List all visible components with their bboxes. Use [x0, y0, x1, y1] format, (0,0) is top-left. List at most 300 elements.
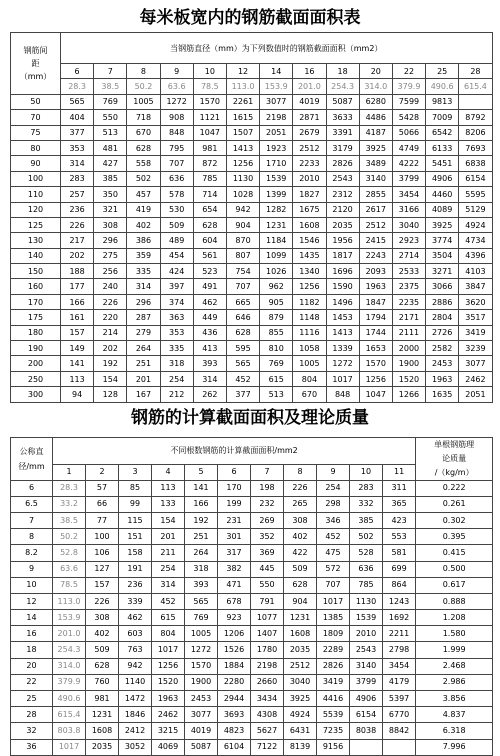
area-cell: 1148 — [293, 310, 326, 325]
area-cell: 452 — [226, 371, 259, 386]
area-cell: 149 — [61, 341, 94, 356]
bar-count-header-cell: 10 — [350, 464, 383, 480]
diameter-cell: 10 — [11, 577, 53, 593]
area-cell: 2462 — [459, 371, 492, 386]
table-row — [11, 233, 493, 248]
area-cell: 2533 — [392, 264, 425, 279]
area-cell: 4460 — [426, 187, 459, 202]
area-cell: 153.9 — [53, 610, 86, 626]
area-cell: 308 — [86, 610, 119, 626]
diameter-header-cell: 6 — [61, 64, 94, 79]
area-cell: 3140 — [350, 658, 383, 674]
area-cell: 298 — [317, 496, 350, 512]
area-cell: 191 — [119, 561, 152, 577]
area-cell: 188 — [61, 264, 94, 279]
area-cell: 1539 — [350, 610, 383, 626]
spacing-cell: 200 — [11, 356, 61, 371]
area-cell: 2111 — [392, 325, 425, 340]
area-cell: 1817 — [326, 248, 359, 263]
area-cell: 670 — [127, 125, 160, 140]
area-cell: 3215 — [152, 723, 185, 739]
area-cell: 603 — [119, 626, 152, 642]
area-cell: 269 — [251, 512, 284, 528]
spacing-cell: 125 — [11, 217, 61, 232]
area-cell: 513 — [260, 387, 293, 402]
area-cell: 3419 — [459, 325, 492, 340]
area-cell: 4924 — [284, 707, 317, 723]
area-cell: 317 — [218, 545, 251, 561]
area-cell: 2714 — [392, 248, 425, 263]
area-cell: 2453 — [426, 356, 459, 371]
area-cell: 4179 — [383, 674, 416, 690]
area-cell: 807 — [226, 248, 259, 263]
area-cell: 1963 — [359, 279, 392, 294]
area-cell: 8792 — [459, 110, 492, 125]
area-cell: 113 — [152, 480, 185, 496]
area-cell: 226 — [284, 480, 317, 496]
area-cell: 615 — [260, 371, 293, 386]
mass-header-line: 单根钢筋理 — [434, 439, 475, 449]
spacing-cell: 90 — [11, 156, 61, 171]
area-cell: 127 — [86, 561, 119, 577]
area-cell: 393 — [193, 356, 226, 371]
table-row — [11, 691, 493, 707]
unit-area-cell: 113.0 — [226, 79, 259, 94]
area-cell: 385 — [350, 512, 383, 528]
area-cell: 615 — [152, 610, 185, 626]
area-cell: 166 — [185, 496, 218, 512]
area-cell: 85 — [119, 480, 152, 496]
area-cell: 1058 — [293, 341, 326, 356]
table2-header-caption: 不同根数钢筋的计算截面面积/mm2 — [53, 437, 416, 464]
bar-count-header-cell: 6 — [218, 464, 251, 480]
bar-count-header-cell: 7 — [251, 464, 284, 480]
area-cell: 318 — [185, 561, 218, 577]
spacing-cell: 75 — [11, 125, 61, 140]
area-cell: 402 — [86, 626, 119, 642]
area-cell: 236 — [119, 577, 152, 593]
area-cell — [350, 739, 383, 755]
area-cell: 509 — [284, 561, 317, 577]
table-row — [11, 248, 493, 263]
area-cell: 3454 — [383, 658, 416, 674]
diameter-header-cell: 7 — [94, 64, 127, 79]
area-cell: 1956 — [326, 233, 359, 248]
area-cell: 1206 — [218, 626, 251, 642]
area-cell: 714 — [193, 187, 226, 202]
area-cell: 202 — [94, 341, 127, 356]
mass-cell: 4.837 — [416, 707, 493, 723]
diameter-cell: 18 — [11, 642, 53, 658]
area-cell: 4416 — [317, 691, 350, 707]
table-row — [11, 356, 493, 371]
area-cell: 413 — [193, 341, 226, 356]
table-row — [11, 642, 493, 658]
area-cell: 240 — [94, 279, 127, 294]
diameter-cell: 7 — [11, 512, 53, 528]
area-cell: 296 — [94, 233, 127, 248]
area-cell: 192 — [185, 512, 218, 528]
area-cell: 231 — [218, 512, 251, 528]
table-row — [11, 156, 493, 171]
area-cell: 4187 — [359, 125, 392, 140]
area-cell: 2512 — [284, 658, 317, 674]
area-cell: 1026 — [260, 264, 293, 279]
mass-cell: 2.468 — [416, 658, 493, 674]
area-cell: 251 — [185, 529, 218, 545]
spacing-cell: 190 — [11, 341, 61, 356]
mass-header-line: 论质量 — [442, 453, 467, 463]
area-cell: 2171 — [392, 310, 425, 325]
area-cell: 628 — [226, 325, 259, 340]
area-cell: 2261 — [226, 94, 259, 109]
table-row — [11, 140, 493, 155]
bar-count-header-cell: 8 — [284, 464, 317, 480]
area-cell: 7009 — [426, 110, 459, 125]
area-cell: 385 — [94, 171, 127, 186]
area-cell: 6542 — [426, 125, 459, 140]
area-cell: 50.2 — [53, 529, 86, 545]
area-cell: 161 — [61, 310, 94, 325]
area-cell: 1272 — [326, 356, 359, 371]
unit-area-cell: 38.5 — [94, 79, 127, 94]
rebar-area-per-meter-table — [10, 32, 493, 403]
area-cell: 9156 — [317, 739, 350, 755]
mass-cell: 1.208 — [416, 610, 493, 626]
area-cell: 4103 — [459, 264, 492, 279]
area-cell: 1231 — [260, 217, 293, 232]
area-cell: 3179 — [326, 140, 359, 155]
mass-header-line: /（kg/m） — [434, 467, 474, 477]
table-row — [11, 341, 493, 356]
area-cell: 3077 — [185, 707, 218, 723]
table-row — [11, 202, 493, 217]
area-cell: 1399 — [260, 187, 293, 202]
spacing-cell: 120 — [11, 202, 61, 217]
area-cell: 3799 — [392, 171, 425, 186]
table-row — [11, 658, 493, 674]
area-cell: 1608 — [86, 723, 119, 739]
area-cell: 2886 — [426, 294, 459, 309]
area-cell: 981 — [86, 691, 119, 707]
area-cell: 1116 — [293, 325, 326, 340]
area-cell: 166 — [61, 294, 94, 309]
area-cell: 4486 — [359, 110, 392, 125]
area-cell: 5397 — [383, 691, 416, 707]
area-cell: 561 — [193, 248, 226, 263]
area-cell: 502 — [127, 171, 160, 186]
area-cell: 6431 — [284, 723, 317, 739]
area-cell: 2198 — [251, 658, 284, 674]
corner-label-line: （mm） — [19, 71, 52, 81]
table-row — [11, 310, 493, 325]
mass-cell: 1.580 — [416, 626, 493, 642]
area-cell: 265 — [284, 496, 317, 512]
area-cell: 872 — [193, 156, 226, 171]
area-cell: 2679 — [293, 125, 326, 140]
area-cell: 1130 — [350, 593, 383, 609]
area-cell: 201.0 — [53, 626, 86, 642]
area-cell: 63.6 — [53, 561, 86, 577]
area-cell: 4069 — [152, 739, 185, 755]
area-cell: 628 — [86, 658, 119, 674]
diameter-header-cell: 14 — [260, 64, 293, 79]
table-row — [11, 125, 493, 140]
area-cell: 654 — [193, 202, 226, 217]
area-cell: 254.3 — [53, 642, 86, 658]
area-cell: 4019 — [185, 723, 218, 739]
area-cell: 804 — [293, 371, 326, 386]
area-cell: 251 — [127, 356, 160, 371]
area-cell: 2871 — [293, 110, 326, 125]
table2-corner-label — [11, 437, 53, 480]
area-cell: 572 — [317, 561, 350, 577]
area-cell: 369 — [251, 545, 284, 561]
area-cell: 595 — [226, 341, 259, 356]
area-cell: 7235 — [317, 723, 350, 739]
area-cell: 1017 — [53, 739, 86, 755]
area-cell: 314 — [61, 156, 94, 171]
area-cell: 1047 — [193, 125, 226, 140]
area-cell: 9813 — [426, 94, 459, 109]
diameter-header-cell: 22 — [392, 64, 425, 79]
diameter-cell: 6 — [11, 480, 53, 496]
area-cell: 3391 — [326, 125, 359, 140]
diameter-header-cell: 9 — [160, 64, 193, 79]
area-cell: 158 — [119, 545, 152, 561]
area-cell: 157 — [61, 325, 94, 340]
area-cell: 4222 — [392, 156, 425, 171]
area-cell: 2035 — [326, 217, 359, 232]
area-cell: 1005 — [185, 626, 218, 642]
area-cell: 1435 — [293, 248, 326, 263]
area-cell: 1184 — [260, 233, 293, 248]
corner-label-line: 径/mm — [18, 461, 45, 471]
area-cell: 4308 — [251, 707, 284, 723]
diameter-cell: 20 — [11, 658, 53, 674]
area-cell: 452 — [317, 529, 350, 545]
area-cell: 2462 — [152, 707, 185, 723]
area-cell: 3489 — [359, 156, 392, 171]
diameter-header-cell: 20 — [359, 64, 392, 79]
area-cell: 1847 — [359, 294, 392, 309]
unit-area-cell: 50.2 — [127, 79, 160, 94]
area-cell: 275 — [94, 248, 127, 263]
table-row — [11, 110, 493, 125]
area-cell: 785 — [193, 171, 226, 186]
table-row — [11, 387, 493, 402]
area-cell: 558 — [127, 156, 160, 171]
area-cell: 254 — [152, 561, 185, 577]
area-cell: 3040 — [392, 217, 425, 232]
area-cell: 848 — [326, 387, 359, 402]
area-cell: 942 — [119, 658, 152, 674]
area-cell: 2415 — [359, 233, 392, 248]
area-cell: 636 — [160, 171, 193, 186]
area-cell: 2826 — [326, 156, 359, 171]
area-cell: 604 — [193, 233, 226, 248]
area-cell: 457 — [127, 187, 160, 202]
area-cell: 795 — [160, 140, 193, 155]
area-cell: 2855 — [359, 187, 392, 202]
area-cell: 1546 — [293, 233, 326, 248]
area-cell: 1130 — [226, 171, 259, 186]
area-cell: 350 — [94, 187, 127, 202]
area-cell: 665 — [226, 294, 259, 309]
area-cell: 198 — [251, 480, 284, 496]
area-cell: 879 — [260, 310, 293, 325]
area-cell: 628 — [127, 140, 160, 155]
diameter-cell: 9 — [11, 561, 53, 577]
area-cell: 283 — [350, 480, 383, 496]
area-cell: 1526 — [218, 642, 251, 658]
mass-cell: 0.302 — [416, 512, 493, 528]
area-cell: 314.0 — [53, 658, 86, 674]
unit-area-cell: 314.0 — [359, 79, 392, 94]
area-cell: 287 — [127, 310, 160, 325]
diameter-cell: 6.5 — [11, 496, 53, 512]
area-cell: 1182 — [293, 294, 326, 309]
diameter-header-cell: 16 — [293, 64, 326, 79]
area-cell: 615.4 — [53, 707, 86, 723]
area-cell: 436 — [193, 325, 226, 340]
mass-cell: 0.261 — [416, 496, 493, 512]
area-cell: 578 — [160, 187, 193, 202]
area-cell: 769 — [94, 94, 127, 109]
mass-cell: 0.415 — [416, 545, 493, 561]
area-cell: 769 — [185, 610, 218, 626]
area-cell: 2375 — [392, 279, 425, 294]
area-cell: 3271 — [426, 264, 459, 279]
area-cell: 3052 — [119, 739, 152, 755]
area-cell: 699 — [383, 561, 416, 577]
table2-header-row — [11, 437, 493, 464]
diameter-header-cell: 10 — [193, 64, 226, 79]
table-row — [11, 723, 493, 739]
area-cell: 379.9 — [53, 674, 86, 690]
table-row — [11, 325, 493, 340]
area-cell: 1780 — [251, 642, 284, 658]
area-cell: 1256 — [152, 658, 185, 674]
table-row — [11, 264, 493, 279]
area-cell: 3454 — [392, 187, 425, 202]
area-cell: 4019 — [293, 94, 326, 109]
area-cell: 1017 — [317, 593, 350, 609]
area-cell: 296 — [127, 294, 160, 309]
area-cell: 2289 — [317, 642, 350, 658]
area-cell: 3239 — [459, 341, 492, 356]
area-cell: 1744 — [359, 325, 392, 340]
area-cell: 279 — [127, 325, 160, 340]
area-cell: 2726 — [426, 325, 459, 340]
area-cell: 7693 — [459, 140, 492, 155]
area-cell: 170 — [218, 480, 251, 496]
area-cell: 113 — [61, 371, 94, 386]
area-cell: 449 — [193, 310, 226, 325]
area-cell: 2280 — [218, 674, 251, 690]
area-cell: 509 — [160, 217, 193, 232]
area-cell: 4749 — [392, 140, 425, 155]
area-cell: 1005 — [293, 356, 326, 371]
area-cell: 3693 — [218, 707, 251, 723]
area-cell: 283 — [61, 171, 94, 186]
area-cell: 1243 — [383, 593, 416, 609]
area-cell: 424 — [160, 264, 193, 279]
area-cell: 321 — [94, 202, 127, 217]
area-cell: 4823 — [218, 723, 251, 739]
area-cell: 4906 — [350, 691, 383, 707]
table1-header-caption: 当钢筋直径（mm）为下列数值时的钢筋截面面积（mm2） — [61, 33, 493, 64]
corner-label-line: 钢筋间 — [23, 45, 48, 55]
table1-corner-label — [11, 33, 61, 95]
area-cell: 3434 — [251, 691, 284, 707]
area-cell: 8038 — [350, 723, 383, 739]
diameter-header-cell: 8 — [127, 64, 160, 79]
area-cell: 201 — [152, 529, 185, 545]
area-cell: 2035 — [284, 642, 317, 658]
area-cell: 1231 — [86, 707, 119, 723]
area-cell: 3620 — [459, 294, 492, 309]
area-cell: 78.5 — [53, 577, 86, 593]
area-cell: 718 — [127, 110, 160, 125]
area-cell: 810 — [260, 341, 293, 356]
area-cell: 2235 — [392, 294, 425, 309]
table2-mass-header — [416, 437, 493, 480]
area-cell — [459, 94, 492, 109]
area-cell: 2211 — [383, 626, 416, 642]
area-cell: 5087 — [326, 94, 359, 109]
area-cell: 628 — [284, 577, 317, 593]
area-cell: 1923 — [260, 140, 293, 155]
spacing-cell: 300 — [11, 387, 61, 402]
area-cell: 462 — [193, 294, 226, 309]
area-cell: 3419 — [317, 674, 350, 690]
diameter-cell: 8.2 — [11, 545, 53, 561]
area-cell: 636 — [350, 561, 383, 577]
area-cell: 3799 — [350, 674, 383, 690]
spacing-cell: 80 — [11, 140, 61, 155]
area-cell: 1570 — [193, 94, 226, 109]
area-cell: 2000 — [392, 341, 425, 356]
table-row — [11, 545, 493, 561]
area-cell: 2233 — [293, 156, 326, 171]
area-cell: 1570 — [185, 658, 218, 674]
area-cell: 8842 — [383, 723, 416, 739]
area-cell: 1827 — [293, 187, 326, 202]
area-cell: 402 — [127, 217, 160, 232]
mass-cell: 0.222 — [416, 480, 493, 496]
diameter-cell: 22 — [11, 674, 53, 690]
area-cell: 2120 — [326, 202, 359, 217]
area-cell: 1653 — [359, 341, 392, 356]
table-row — [11, 739, 493, 755]
area-cell: 3633 — [326, 110, 359, 125]
area-cell: 7122 — [251, 739, 284, 755]
area-cell: 1413 — [226, 140, 259, 155]
area-cell: 981 — [193, 140, 226, 155]
area-cell: 3140 — [359, 171, 392, 186]
area-cell: 530 — [160, 202, 193, 217]
area-cell: 1608 — [293, 217, 326, 232]
table-row — [11, 187, 493, 202]
area-cell: 550 — [94, 110, 127, 125]
area-cell: 419 — [127, 202, 160, 217]
area-cell: 99 — [119, 496, 152, 512]
area-cell: 550 — [251, 577, 284, 593]
area-cell: 2543 — [350, 642, 383, 658]
area-cell: 2010 — [350, 626, 383, 642]
area-cell: 57 — [86, 480, 119, 496]
